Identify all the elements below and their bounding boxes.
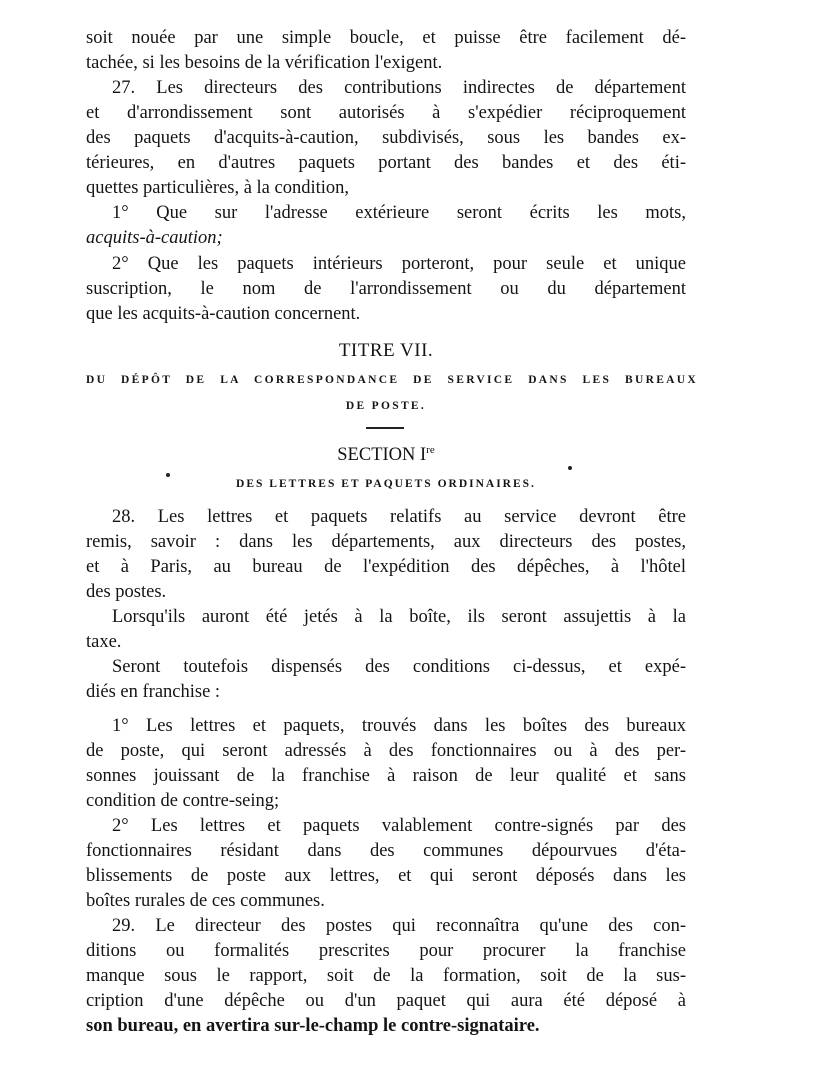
text-line: Lorsqu'ils auront été jetés à la boîte, ils seront assujettis à la: [112, 607, 686, 627]
ink-speck: [166, 473, 170, 477]
italic-line: [86, 226, 686, 251]
text-line: suscription, le nom de l'arrondissement ou du département: [86, 279, 686, 299]
divider-rule: [366, 427, 404, 429]
text-line: fonctionnaires résidant dans des communes dépourvues d'éta-: [86, 841, 686, 861]
text-line: blissements de poste aux lettres, et qui seront déposés dans les: [86, 866, 686, 886]
section-label: SECTION I: [337, 445, 427, 466]
title-heading: TITRE VII.: [338, 340, 434, 361]
text-line: ditions ou formalités prescrites pour procurer la franchise: [86, 941, 686, 961]
list-item-line: 2° Les lettres et paquets valablement contre-signés par des: [112, 816, 686, 836]
text-line: soit nouée par une simple boucle, et puisse être facilement dé-: [86, 28, 686, 48]
article-29-line: 29. Le directeur des postes qui reconnaîtra qu'une des con-: [112, 916, 686, 936]
text-line: sonnes jouissant de la franchise à raison de leur qualité et sans: [86, 766, 686, 786]
text-line: et d'arrondissement sont autorisés à s'expédier réciproquement: [86, 103, 686, 123]
text-line: de poste, qui seront adressés à des fonctionnaires ou à des per-: [86, 741, 686, 761]
list-item-line: 2° Que les paquets intérieurs porteront, pour seule et unique: [112, 254, 686, 274]
text-line: remis, savoir : dans les départements, aux directeurs des postes,: [86, 532, 686, 552]
article-27-line: 27. Les directeurs des contributions indirectes de département: [112, 78, 686, 98]
title-subheading: DU DÉPÔT DE LA CORRESPONDANCE DE SERVICE DANS LES BUREAUX: [86, 374, 698, 386]
text-line: tachée, si les besoins de la vérification l'exigent.: [86, 53, 443, 73]
text-line: des postes.: [86, 582, 167, 602]
text-line: son bureau, en avertira sur-le-champ le contre-signataire.: [86, 1016, 540, 1036]
article-28-line: 28. Les lettres et paquets relatifs au service devront être: [112, 507, 686, 527]
list-item-line: 1° Les lettres et paquets, trouvés dans les boîtes des bureaux: [112, 716, 686, 736]
section-ordinal: re: [426, 444, 435, 456]
text-line: cription d'une dépêche ou d'un paquet qui aura été déposé à: [86, 991, 686, 1011]
text-line: boîtes rurales de ces communes.: [86, 891, 325, 911]
ink-speck: [568, 466, 572, 470]
text-line: diés en franchise :: [86, 682, 221, 702]
text-line: condition de contre-seing;: [86, 791, 280, 811]
section-subheading: DES LETTRES ET PAQUETS ORDINAIRES.: [236, 478, 536, 490]
text-line: quettes particulières, à la condition,: [86, 178, 350, 198]
text-line: térieures, en d'autres paquets portant des bandes et des éti-: [86, 153, 686, 173]
list-item-line: 1° Que sur l'adresse extérieure seront écrits les mots,: [112, 203, 686, 223]
text-line: que les acquits-à-caution concernent.: [86, 304, 361, 324]
section-heading: [86, 444, 686, 466]
text-line: et à Paris, au bureau de l'expédition des dépêches, à l'hôtel: [86, 557, 686, 577]
italic-text: acquits-à-caution;: [86, 228, 223, 248]
text-line: taxe.: [86, 632, 122, 652]
title-subheading: DE POSTE.: [345, 400, 427, 412]
text-line: manque sous le rapport, soit de la formation, soit de la sus-: [86, 966, 686, 986]
text-line: des paquets d'acquits-à-caution, subdivisés, sous les bandes ex-: [86, 128, 686, 148]
text-line: Seront toutefois dispensés des conditions ci-dessus, et expé-: [112, 657, 686, 677]
